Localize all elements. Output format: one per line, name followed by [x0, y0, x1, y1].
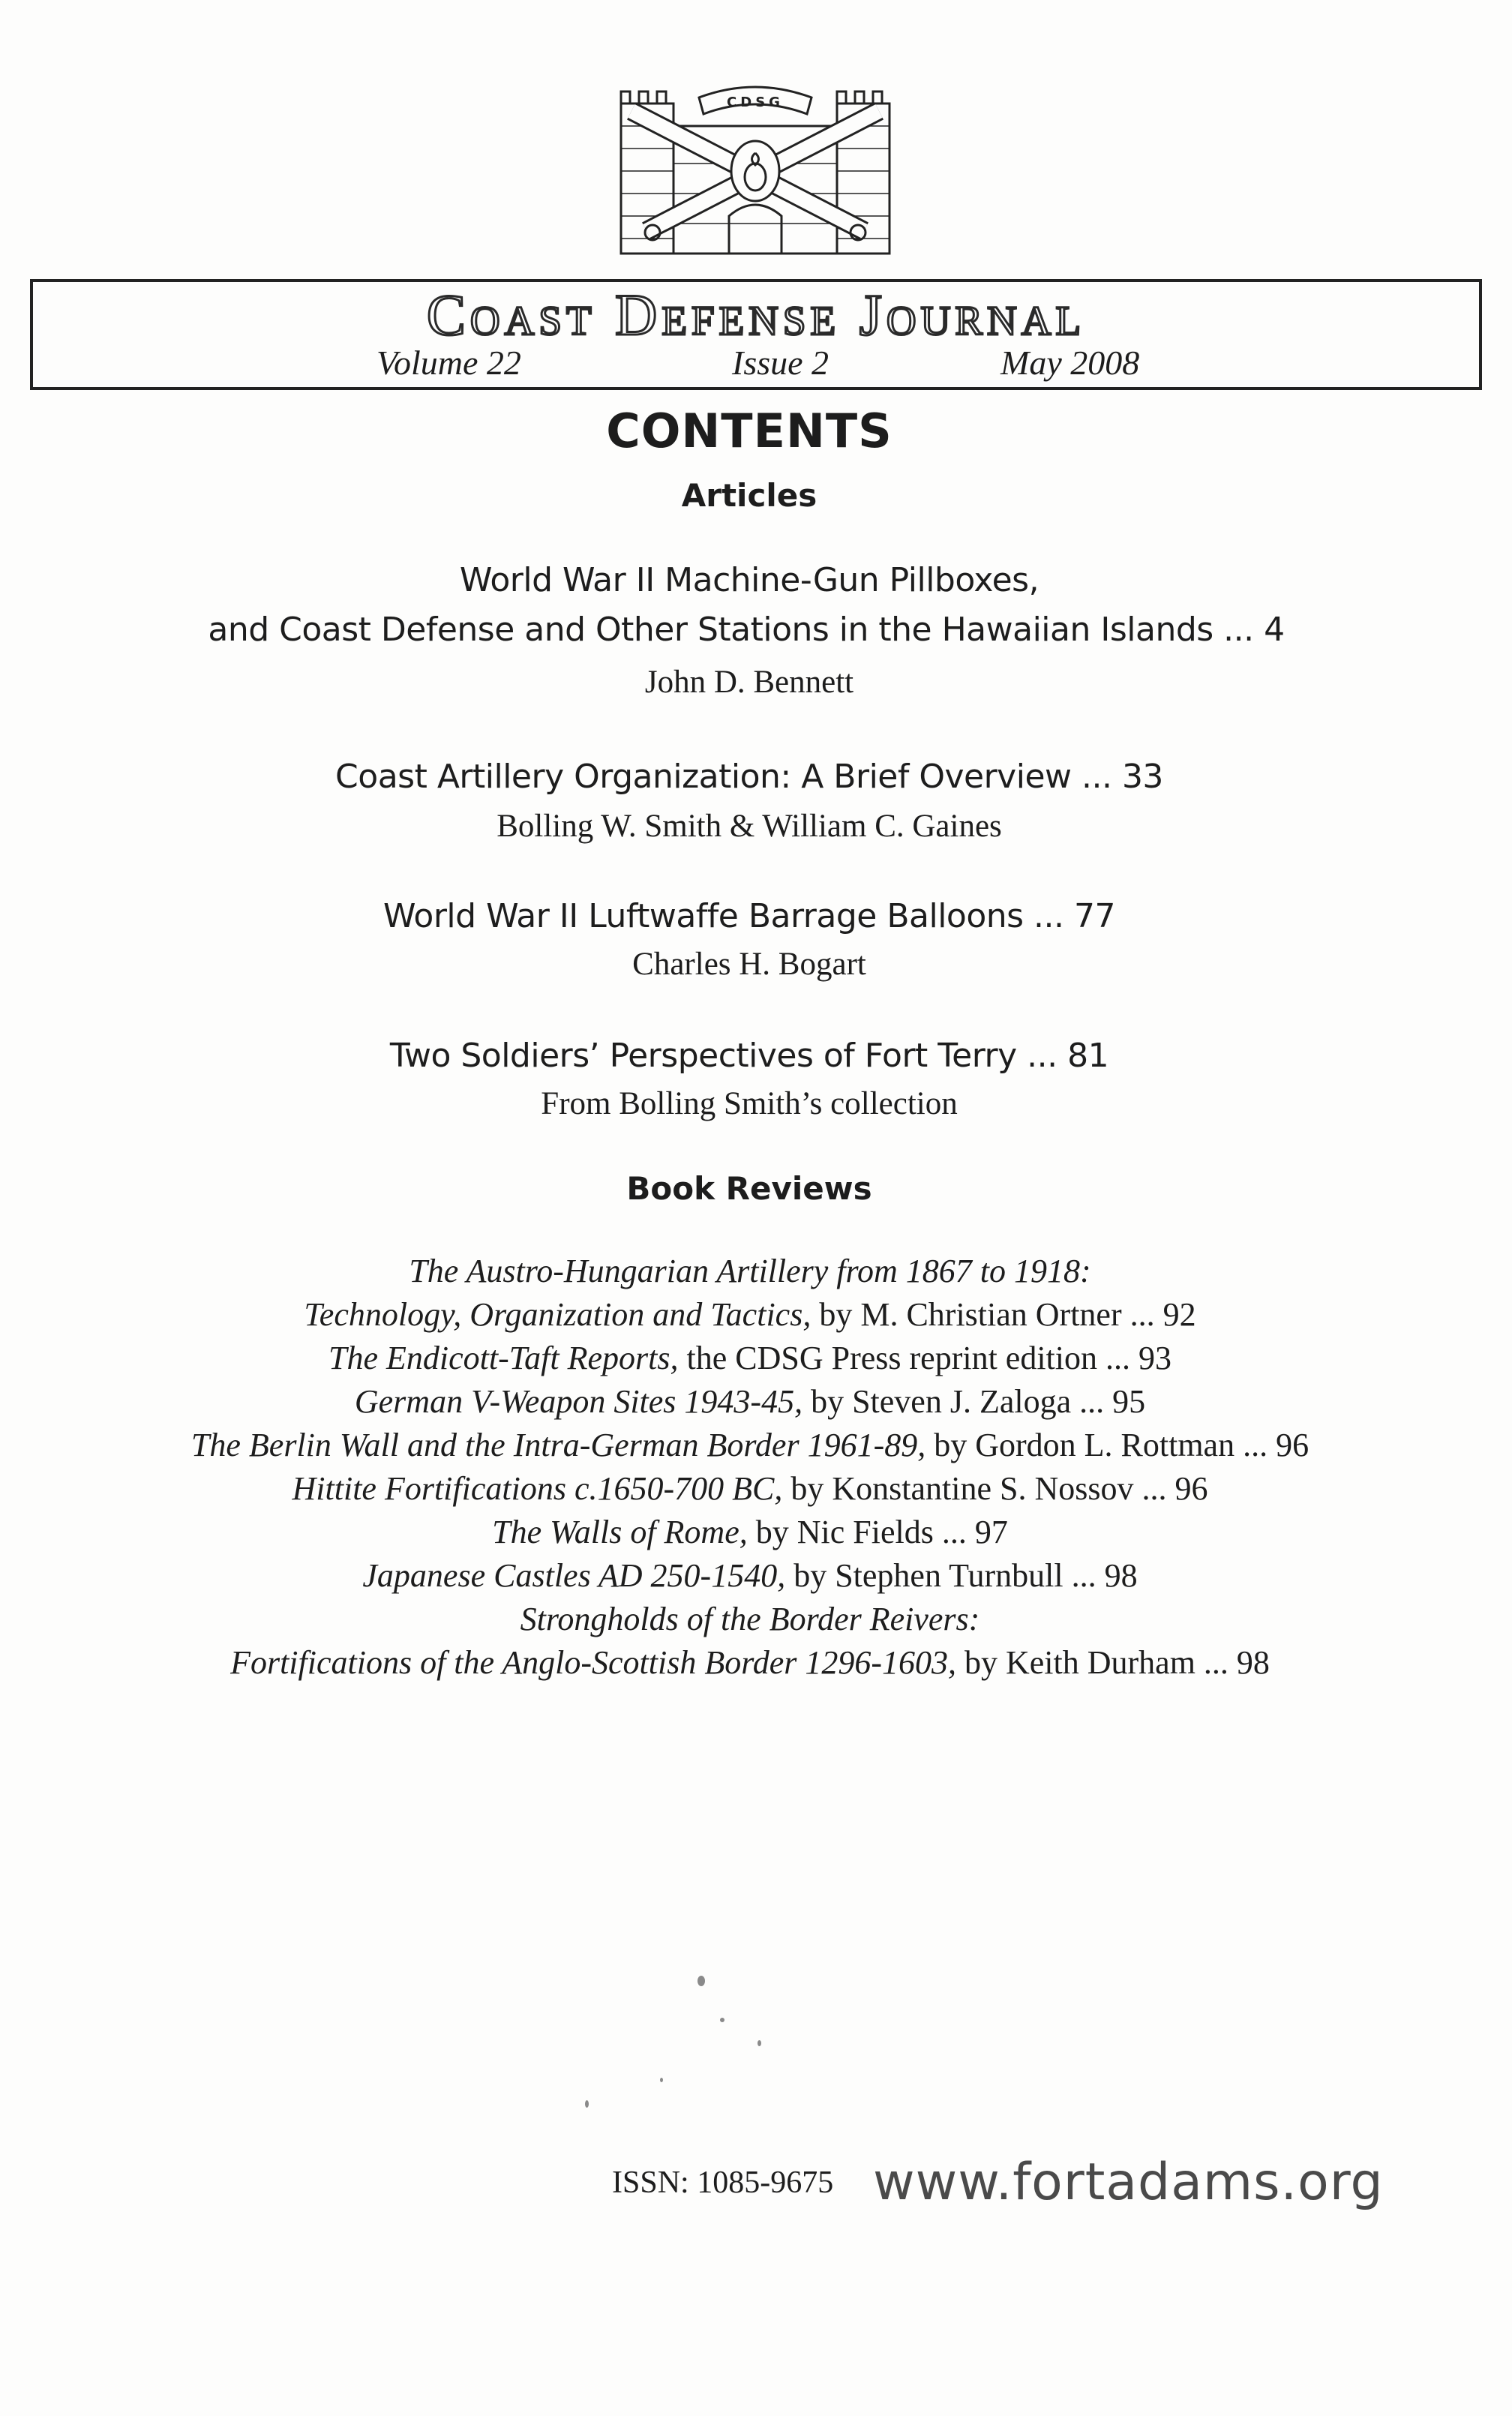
review-item	[0, 1511, 1500, 1554]
article-title: World War II Machine-Gun Pillboxes,	[459, 561, 1040, 599]
review-details: by Keith Durham ... 98	[956, 1644, 1270, 1681]
review-details: by Stephen Turnbull ... 98	[785, 1557, 1138, 1594]
review-title: German V-Weapon Sites 1943-45,	[354, 1383, 803, 1420]
review-title: Fortifications of the Anglo-Scottish Border 1296-1603,	[230, 1644, 956, 1681]
review-item	[0, 1467, 1500, 1511]
review-title: The Austro-Hungarian Artillery from 1867 to 1918:	[409, 1253, 1091, 1289]
review-details: by M. Christian Ortner ... 92	[811, 1296, 1196, 1333]
emblem-banner-text: CDSG	[727, 95, 784, 110]
scan-speck	[720, 2018, 724, 2022]
scan-speck	[660, 2078, 663, 2082]
review-item	[0, 1380, 1500, 1424]
review-item	[0, 1250, 1500, 1293]
volume-label: Volume 22	[376, 344, 521, 382]
date-label: May 2008	[1000, 344, 1140, 382]
article-author: John D. Bennett	[644, 665, 854, 700]
article-title: Two Soldiers’ Perspectives of Fort Terry ... 81	[389, 1037, 1109, 1075]
book-reviews-heading: Book Reviews	[626, 1170, 872, 1207]
article-author: Bolling W. Smith & William C. Gaines	[496, 809, 1002, 844]
scan-speck	[585, 2100, 589, 2108]
review-item	[0, 1554, 1500, 1598]
scan-speck	[698, 1976, 705, 1986]
review-item	[0, 1337, 1500, 1380]
contents-heading: CONTENTS	[606, 404, 892, 458]
articles-heading: Articles	[681, 477, 818, 514]
review-title: Strongholds of the Border Reivers:	[520, 1601, 980, 1637]
article-title: Coast Artillery Organization: A Brief Overview ... 33	[335, 758, 1163, 796]
article-author: From Bolling Smith’s collection	[541, 1086, 958, 1121]
review-details: by Konstantine S. Nossov ... 96	[782, 1470, 1208, 1507]
review-title: The Endicott-Taft Reports,	[328, 1340, 679, 1376]
review-title: The Walls of Rome,	[492, 1514, 748, 1550]
review-item	[0, 1598, 1500, 1641]
review-details: by Steven J. Zaloga ... 95	[802, 1383, 1146, 1420]
review-title: Technology, Organization and Tactics,	[304, 1296, 812, 1333]
issn-number: ISSN: 1085-9675	[612, 2165, 834, 2200]
review-item	[0, 1641, 1500, 1685]
journal-title: Coast Defense Journal	[426, 282, 1086, 347]
article-title: World War II Luftwaffe Barrage Balloons ... 77	[382, 897, 1115, 935]
issue-label: Issue 2	[732, 344, 830, 382]
article-author: Charles H. Bogart	[632, 947, 866, 982]
review-title: Hittite Fortifications c.1650-700 BC,	[292, 1470, 783, 1507]
review-title: The Berlin Wall and the Intra-German Border 1961-89,	[190, 1427, 926, 1463]
masthead-box	[30, 279, 1482, 390]
cdsg-emblem-logo	[616, 81, 894, 264]
review-details: by Gordon L. Rottman ... 96	[926, 1427, 1310, 1463]
article-title: and Coast Defense and Other Stations in the Hawaiian Islands ... 4	[208, 611, 1285, 649]
review-details: by Nic Fields ... 97	[747, 1514, 1008, 1550]
review-title: Japanese Castles AD 250-1540,	[362, 1557, 786, 1594]
review-item	[0, 1293, 1500, 1337]
website-watermark: www.fortadams.org	[873, 2153, 1384, 2212]
review-item	[0, 1424, 1500, 1467]
review-details: the CDSG Press reprint edition ... 93	[678, 1340, 1172, 1376]
scan-speck	[758, 2040, 761, 2046]
